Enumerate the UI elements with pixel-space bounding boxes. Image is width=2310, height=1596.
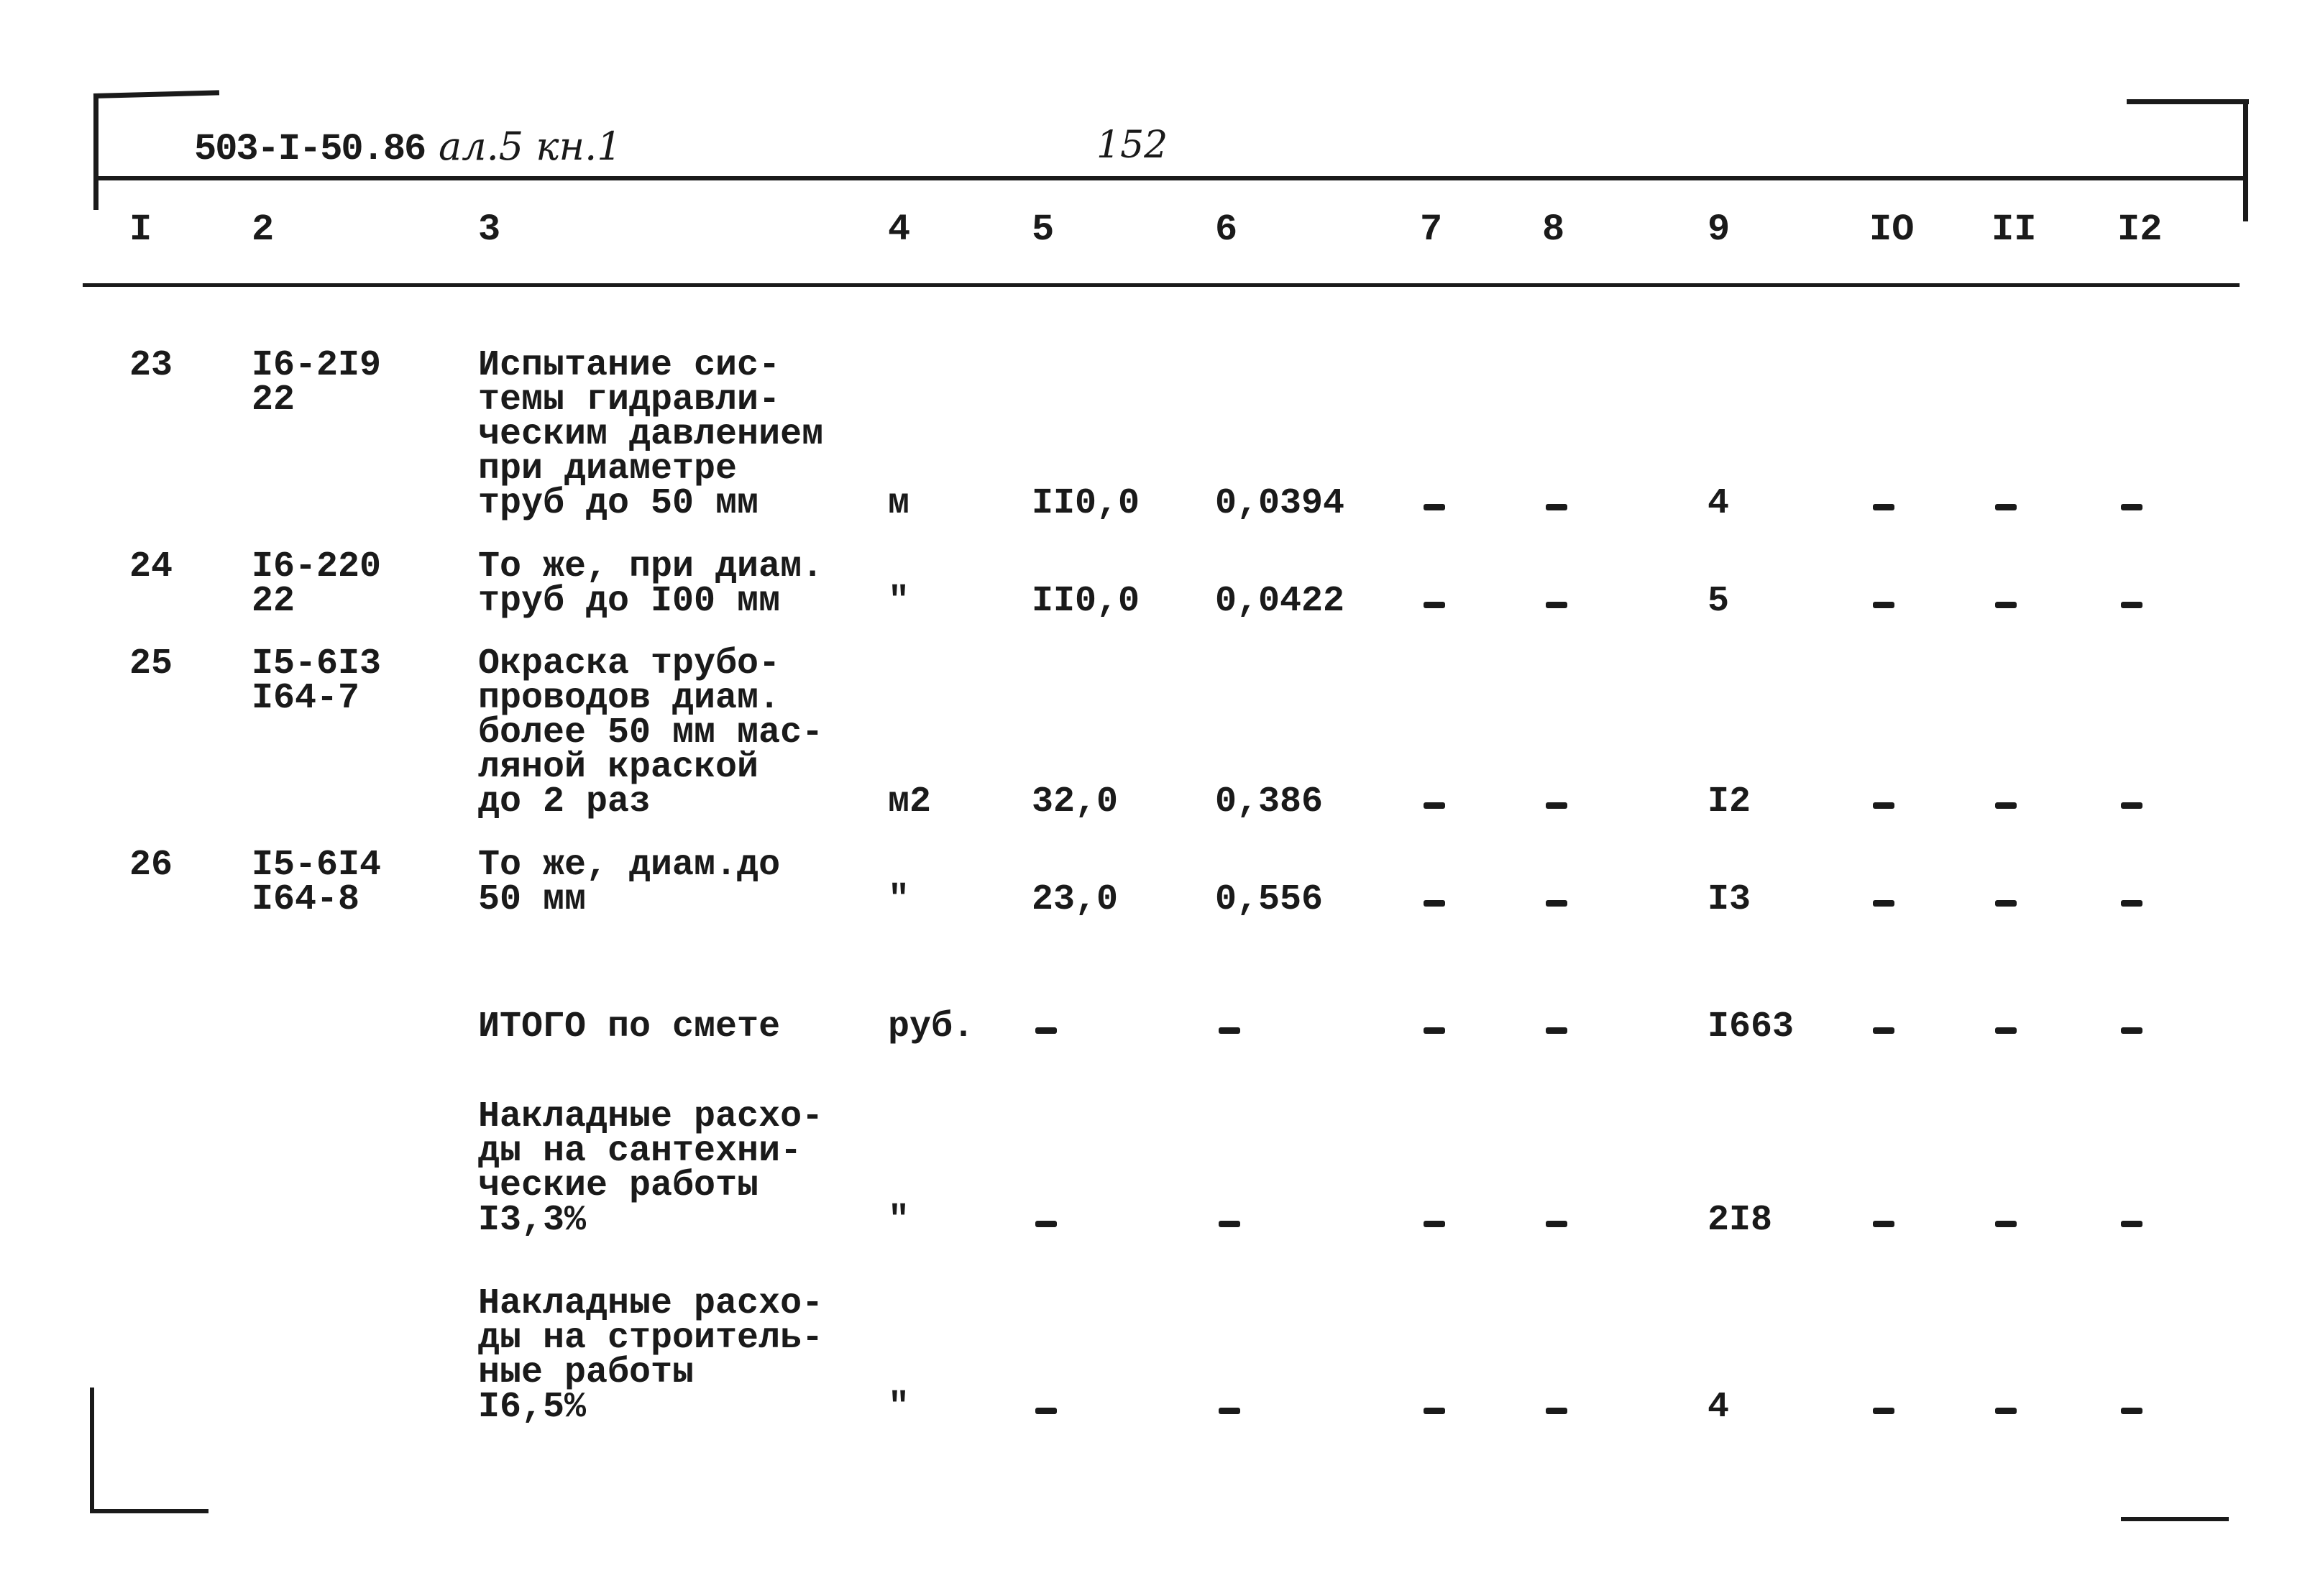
value: 4	[1708, 483, 1730, 524]
empty-dash	[1035, 1221, 1057, 1227]
row-number: 26	[129, 845, 173, 886]
empty-dash	[1995, 1221, 2017, 1227]
column-header-12: I2	[2117, 208, 2163, 251]
empty-dash	[1546, 1408, 1567, 1414]
empty-dash	[1546, 602, 1567, 608]
header-rule	[97, 176, 2247, 180]
empty-dash	[1424, 1221, 1445, 1227]
value: 4	[1708, 1387, 1730, 1428]
doc-code: 503-I-50.86	[194, 128, 426, 170]
value: 5	[1708, 581, 1730, 622]
album-note: ал.5 кн.1	[439, 124, 622, 169]
column-header-2: 2	[252, 208, 275, 251]
column-header-11: II	[1992, 208, 2037, 251]
value: 32,0	[1032, 781, 1119, 822]
columns-rule	[83, 283, 2240, 287]
empty-dash	[2121, 1408, 2142, 1414]
empty-dash	[2121, 1027, 2142, 1034]
column-header-10: IO	[1869, 208, 1915, 251]
row-number: 24	[129, 546, 173, 587]
column-header-3: 3	[478, 208, 501, 251]
norm-code: I5-6I4 I64-8	[252, 845, 382, 920]
frame-bottom-left-v	[90, 1388, 94, 1513]
unit: м2	[888, 781, 932, 822]
empty-dash	[1995, 802, 2017, 809]
unit: руб.	[888, 1006, 975, 1047]
frame-bottom-right-h	[2121, 1517, 2229, 1521]
empty-dash	[1873, 1408, 1894, 1414]
empty-dash	[1424, 602, 1445, 608]
norm-code: I5-6I3 I64-7	[252, 643, 382, 719]
row-number: 25	[129, 643, 173, 684]
empty-dash	[1873, 504, 1894, 510]
empty-dash	[1995, 900, 2017, 907]
work-name: Накладные расхо- ды на сантехни- ческие работы I3,3%	[478, 1096, 824, 1241]
empty-dash	[1546, 802, 1567, 809]
unit: м	[888, 483, 910, 524]
frame-top-left-h	[93, 90, 219, 98]
empty-dash	[1546, 504, 1567, 510]
unit: "	[888, 1387, 910, 1428]
empty-dash	[1424, 802, 1445, 809]
value: 0,0422	[1215, 581, 1345, 622]
empty-dash	[1546, 900, 1567, 907]
work-name: Окраска трубо- проводов диам. более 50 мм мас- ляной краской до 2 раз	[478, 643, 824, 822]
value: II0,0	[1032, 483, 1140, 524]
column-header-5: 5	[1032, 208, 1055, 251]
empty-dash	[1219, 1027, 1240, 1034]
empty-dash	[2121, 504, 2142, 510]
row-number: 23	[129, 345, 173, 386]
norm-code: I6-2I9 22	[252, 345, 382, 421]
work-name: Накладные расхо- ды на строитель- ные работы I6,5%	[478, 1283, 824, 1428]
empty-dash	[1995, 504, 2017, 510]
value: 0,0394	[1215, 483, 1345, 524]
frame-bottom-left-h	[90, 1509, 208, 1513]
unit: "	[888, 1200, 910, 1241]
unit: "	[888, 581, 910, 622]
value: 2I8	[1708, 1200, 1773, 1241]
frame-top-right-h	[2127, 99, 2249, 104]
value: I663	[1708, 1006, 1795, 1047]
empty-dash	[1035, 1027, 1057, 1034]
work-name: То же, при диам. труб до I00 мм	[478, 546, 824, 622]
norm-code: I6-220 22	[252, 546, 382, 622]
empty-dash	[1995, 1027, 2017, 1034]
empty-dash	[1424, 1027, 1445, 1034]
page-number: 152	[1096, 124, 1168, 167]
value: 23,0	[1032, 879, 1119, 920]
unit: "	[888, 879, 910, 920]
empty-dash	[2121, 602, 2142, 608]
empty-dash	[1873, 900, 1894, 907]
work-name: Испытание сис- темы гидравли- ческим давлением при диаметре труб до 50 мм	[478, 345, 824, 524]
value: II0,0	[1032, 581, 1140, 622]
empty-dash	[2121, 900, 2142, 907]
empty-dash	[1995, 602, 2017, 608]
empty-dash	[2121, 802, 2142, 809]
empty-dash	[1873, 802, 1894, 809]
value: I3	[1708, 879, 1751, 920]
value: I2	[1708, 781, 1751, 822]
empty-dash	[2121, 1221, 2142, 1227]
column-header-4: 4	[888, 208, 911, 251]
empty-dash	[1546, 1027, 1567, 1034]
empty-dash	[1219, 1221, 1240, 1227]
frame-top-left-v	[93, 95, 98, 210]
value: 0,386	[1215, 781, 1324, 822]
empty-dash	[1995, 1408, 2017, 1414]
column-header-9: 9	[1708, 208, 1731, 251]
frame-top-right-v	[2243, 99, 2248, 221]
empty-dash	[1424, 504, 1445, 510]
value: 0,556	[1215, 879, 1324, 920]
empty-dash	[1035, 1408, 1057, 1414]
empty-dash	[1424, 1408, 1445, 1414]
empty-dash	[1424, 900, 1445, 907]
work-name: ИТОГО по смете	[478, 1006, 781, 1047]
work-name: То же, диам.до 50 мм	[478, 845, 781, 920]
column-header-1: I	[129, 208, 152, 251]
column-header-7: 7	[1420, 208, 1443, 251]
empty-dash	[1873, 602, 1894, 608]
empty-dash	[1546, 1221, 1567, 1227]
column-header-6: 6	[1215, 208, 1238, 251]
empty-dash	[1873, 1221, 1894, 1227]
column-header-8: 8	[1542, 208, 1565, 251]
empty-dash	[1219, 1408, 1240, 1414]
empty-dash	[1873, 1027, 1894, 1034]
